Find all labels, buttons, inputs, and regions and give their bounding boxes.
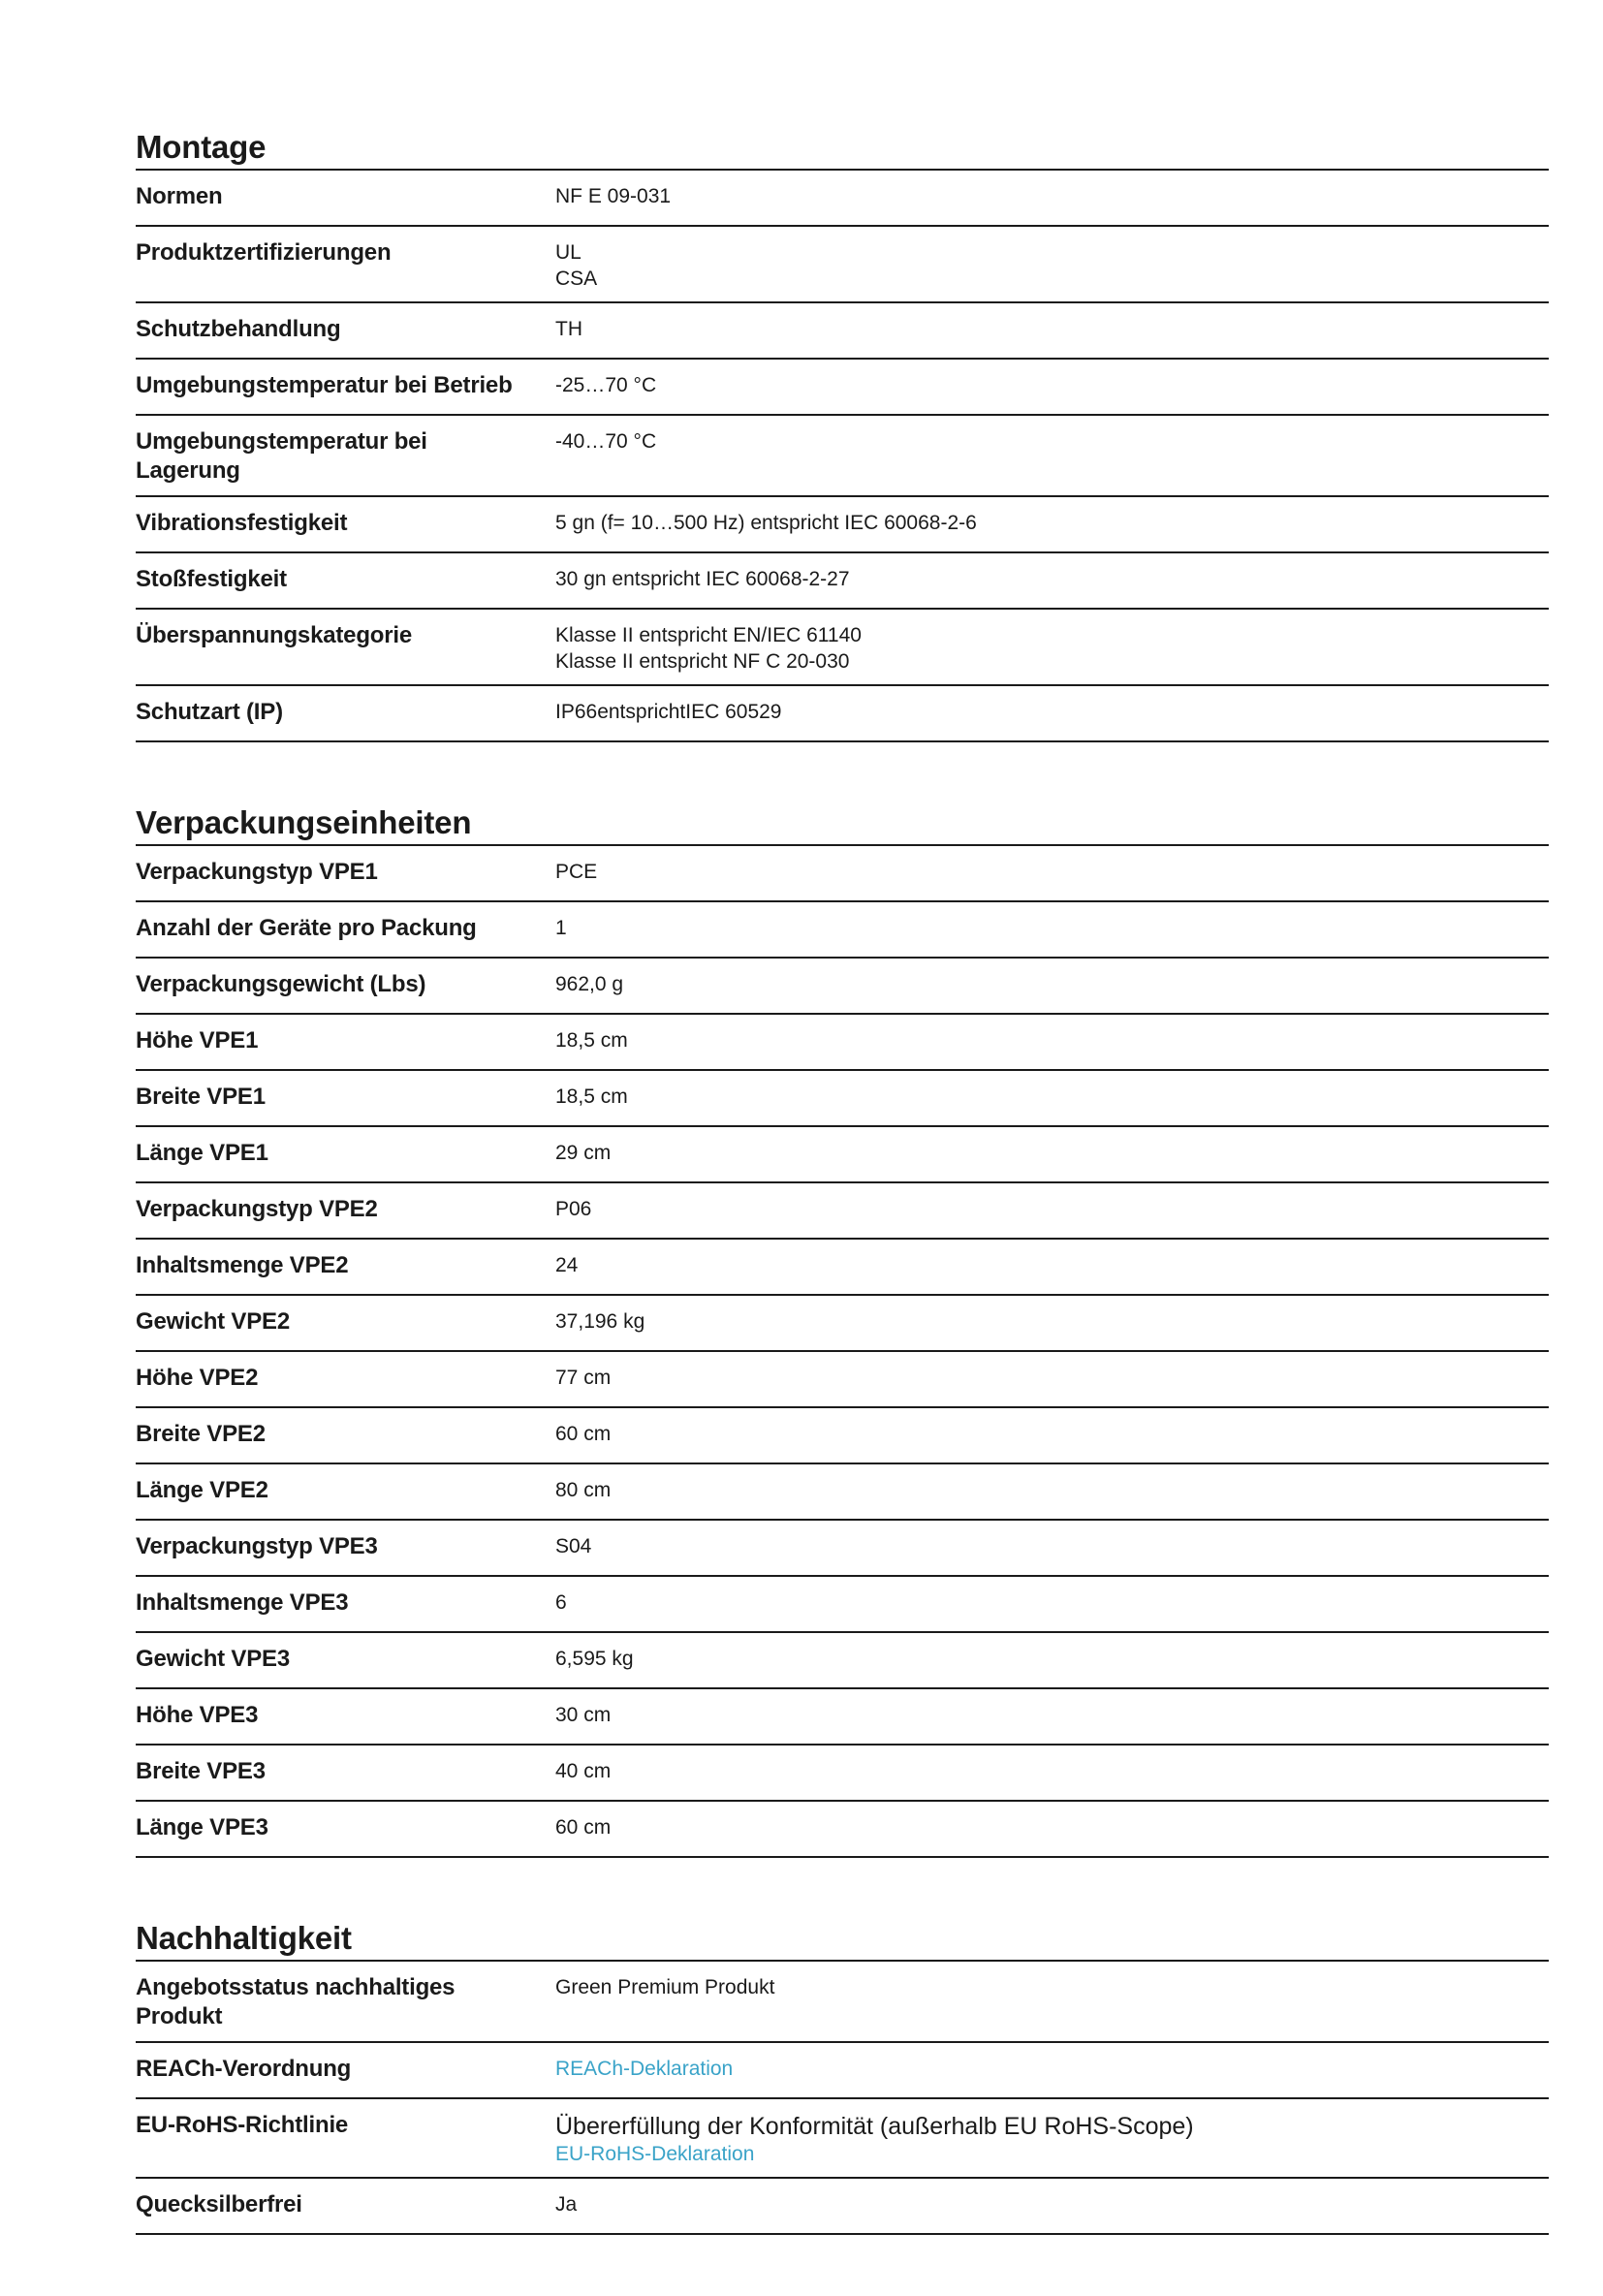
spec-value-line: 6,595 kg bbox=[555, 1648, 634, 1670]
spec-value bbox=[555, 427, 1549, 486]
spec-label: Länge VPE3 bbox=[136, 1814, 268, 1840]
spec-row bbox=[136, 1689, 1549, 1746]
spec-value bbox=[555, 565, 1549, 598]
section-title: Verpackungseinheiten bbox=[136, 803, 1549, 846]
spec-label: REACh-Verordnung bbox=[136, 2056, 352, 2082]
datasheet-page bbox=[136, 128, 1549, 2296]
spec-label: Stoßfestigkeit bbox=[136, 566, 287, 592]
spec-value-line: 1 bbox=[555, 917, 567, 939]
spec-label: Verpackungstyp VPE2 bbox=[136, 1196, 378, 1222]
spec-value-line: P06 bbox=[555, 1198, 592, 1220]
spec-value-line: 60 cm bbox=[555, 1816, 612, 1839]
spec-row bbox=[136, 227, 1549, 303]
spec-row bbox=[136, 959, 1549, 1015]
spec-label: Breite VPE1 bbox=[136, 1084, 266, 1110]
spec-label: Produktzertifizierungen bbox=[136, 239, 392, 266]
declaration-link[interactable]: EU-RoHS-Deklaration bbox=[555, 2143, 755, 2165]
spec-value-line: 30 cm bbox=[555, 1704, 612, 1726]
spec-row bbox=[136, 902, 1549, 959]
spec-label: Überspannungskategorie bbox=[136, 622, 412, 648]
spec-row bbox=[136, 1071, 1549, 1127]
spec-value bbox=[555, 1588, 1549, 1621]
spec-label: Höhe VPE2 bbox=[136, 1365, 259, 1391]
spec-row bbox=[136, 1577, 1549, 1633]
spec-value-line: 962,0 g bbox=[555, 973, 624, 995]
spec-label: Gewicht VPE3 bbox=[136, 1646, 290, 1672]
spec-value bbox=[555, 509, 1549, 542]
spec-value-line: 18,5 cm bbox=[555, 1029, 628, 1052]
spec-value bbox=[555, 2190, 1549, 2223]
spec-label: Gewicht VPE2 bbox=[136, 1308, 290, 1335]
spec-row bbox=[136, 1296, 1549, 1352]
spec-value-line: -25…70 °C bbox=[555, 374, 657, 396]
spec-row bbox=[136, 1521, 1549, 1577]
section-verpackungseinheiten bbox=[136, 803, 1549, 1858]
spec-value-line: Klasse II entspricht EN/IEC 61140 bbox=[555, 624, 862, 646]
spec-value-line: S04 bbox=[555, 1535, 592, 1557]
spec-value bbox=[555, 858, 1549, 891]
spec-label: Umgebungstemperatur bei Betrieb bbox=[136, 372, 513, 398]
spec-value bbox=[555, 1757, 1549, 1790]
spec-value-line: Ja bbox=[555, 2193, 578, 2216]
spec-value bbox=[555, 621, 1549, 675]
spec-row bbox=[136, 2179, 1549, 2235]
spec-value-line: IP66entsprichtIEC 60529 bbox=[555, 701, 782, 723]
spec-value bbox=[555, 2111, 1549, 2167]
spec-value-line: 5 gn (f= 10…500 Hz) entspricht IEC 60068-2-6 bbox=[555, 512, 977, 534]
spec-value bbox=[555, 698, 1549, 731]
spec-row bbox=[136, 360, 1549, 416]
spec-label: Normen bbox=[136, 183, 223, 209]
spec-label: Umgebungstemperatur bei Lagerung bbox=[136, 428, 427, 484]
spec-value-line: UL bbox=[555, 241, 581, 264]
spec-value bbox=[555, 914, 1549, 947]
spec-value-line: 60 cm bbox=[555, 1423, 612, 1445]
spec-value bbox=[555, 1420, 1549, 1453]
spec-label: Verpackungstyp VPE1 bbox=[136, 859, 378, 885]
spec-value bbox=[555, 1307, 1549, 1340]
spec-row bbox=[136, 553, 1549, 610]
spec-value bbox=[555, 1532, 1549, 1565]
spec-value bbox=[555, 1645, 1549, 1678]
spec-value bbox=[555, 1701, 1549, 1734]
spec-row bbox=[136, 1802, 1549, 1858]
spec-value bbox=[555, 1364, 1549, 1397]
spec-value-line: 40 cm bbox=[555, 1760, 612, 1782]
spec-label: Verpackungsgewicht (Lbs) bbox=[136, 971, 426, 997]
spec-row bbox=[136, 1352, 1549, 1408]
spec-value bbox=[555, 182, 1549, 215]
spec-label: Höhe VPE1 bbox=[136, 1027, 259, 1054]
spec-value-line: CSA bbox=[555, 267, 598, 290]
spec-value-line: 18,5 cm bbox=[555, 1085, 628, 1108]
spec-row bbox=[136, 1746, 1549, 1802]
spec-value-line: NF E 09-031 bbox=[555, 185, 672, 207]
spec-label: Inhaltsmenge VPE2 bbox=[136, 1252, 349, 1278]
spec-value bbox=[555, 371, 1549, 404]
spec-label: Breite VPE3 bbox=[136, 1758, 266, 1784]
spec-label: EU-RoHS-Richtlinie bbox=[136, 2112, 349, 2138]
spec-row bbox=[136, 2043, 1549, 2099]
spec-value bbox=[555, 1476, 1549, 1509]
spec-value bbox=[555, 315, 1549, 348]
spec-value-line: 37,196 kg bbox=[555, 1310, 645, 1333]
spec-value-line: -40…70 °C bbox=[555, 430, 657, 453]
spec-row bbox=[136, 303, 1549, 360]
section-title: Montage bbox=[136, 128, 1549, 171]
spec-value bbox=[555, 1139, 1549, 1172]
spec-row bbox=[136, 2099, 1549, 2179]
spec-row bbox=[136, 1962, 1549, 2043]
spec-row bbox=[136, 171, 1549, 227]
spec-row bbox=[136, 610, 1549, 686]
section-title: Nachhaltigkeit bbox=[136, 1919, 1549, 1962]
spec-label: Anzahl der Geräte pro Packung bbox=[136, 915, 477, 941]
spec-label: Höhe VPE3 bbox=[136, 1702, 259, 1728]
spec-value bbox=[555, 238, 1549, 292]
spec-row bbox=[136, 1127, 1549, 1183]
spec-row bbox=[136, 1633, 1549, 1689]
spec-label: Angebotsstatus nachhaltiges Produkt bbox=[136, 1974, 456, 2029]
spec-label: Schutzbehandlung bbox=[136, 316, 341, 342]
declaration-link[interactable]: REACh-Deklaration bbox=[555, 2058, 734, 2080]
spec-value-line: 6 bbox=[555, 1591, 567, 1614]
section-nachhaltigkeit bbox=[136, 1919, 1549, 2235]
spec-value-line: PCE bbox=[555, 861, 598, 883]
spec-value bbox=[555, 1083, 1549, 1116]
spec-label: Länge VPE2 bbox=[136, 1477, 268, 1503]
spec-value-line: 30 gn entspricht IEC 60068-2-27 bbox=[555, 568, 850, 590]
spec-row bbox=[136, 1015, 1549, 1071]
spec-value bbox=[555, 1813, 1549, 1846]
spec-value bbox=[555, 2055, 1549, 2088]
spec-label: Breite VPE2 bbox=[136, 1421, 266, 1447]
spec-label: Inhaltsmenge VPE3 bbox=[136, 1589, 349, 1616]
spec-value-line: Green Premium Produkt bbox=[555, 1976, 775, 1998]
spec-value bbox=[555, 970, 1549, 1003]
spec-value-line: 77 cm bbox=[555, 1367, 612, 1389]
spec-value-line: TH bbox=[555, 318, 582, 340]
spec-value-line: Übererfüllung der Konformität (außerhalb EU RoHS-Scope) bbox=[555, 2113, 1194, 2140]
spec-row bbox=[136, 416, 1549, 497]
spec-value-line: 80 cm bbox=[555, 1479, 612, 1501]
spec-row bbox=[136, 1183, 1549, 1240]
spec-label: Quecksilberfrei bbox=[136, 2191, 302, 2217]
spec-label: Schutzart (IP) bbox=[136, 699, 283, 725]
spec-value bbox=[555, 1973, 1549, 2031]
spec-value-line: Klasse II entspricht NF C 20-030 bbox=[555, 650, 850, 673]
section-montage bbox=[136, 128, 1549, 742]
spec-row bbox=[136, 1464, 1549, 1521]
spec-label: Länge VPE1 bbox=[136, 1140, 268, 1166]
spec-row bbox=[136, 1240, 1549, 1296]
spec-value bbox=[555, 1026, 1549, 1059]
spec-row bbox=[136, 846, 1549, 902]
spec-value bbox=[555, 1195, 1549, 1228]
spec-row bbox=[136, 497, 1549, 553]
spec-value bbox=[555, 1251, 1549, 1284]
spec-row bbox=[136, 686, 1549, 742]
spec-label: Vibrationsfestigkeit bbox=[136, 510, 348, 536]
spec-row bbox=[136, 1408, 1549, 1464]
spec-label: Verpackungstyp VPE3 bbox=[136, 1533, 378, 1559]
spec-value-line: 24 bbox=[555, 1254, 579, 1276]
spec-value-line: 29 cm bbox=[555, 1142, 612, 1164]
